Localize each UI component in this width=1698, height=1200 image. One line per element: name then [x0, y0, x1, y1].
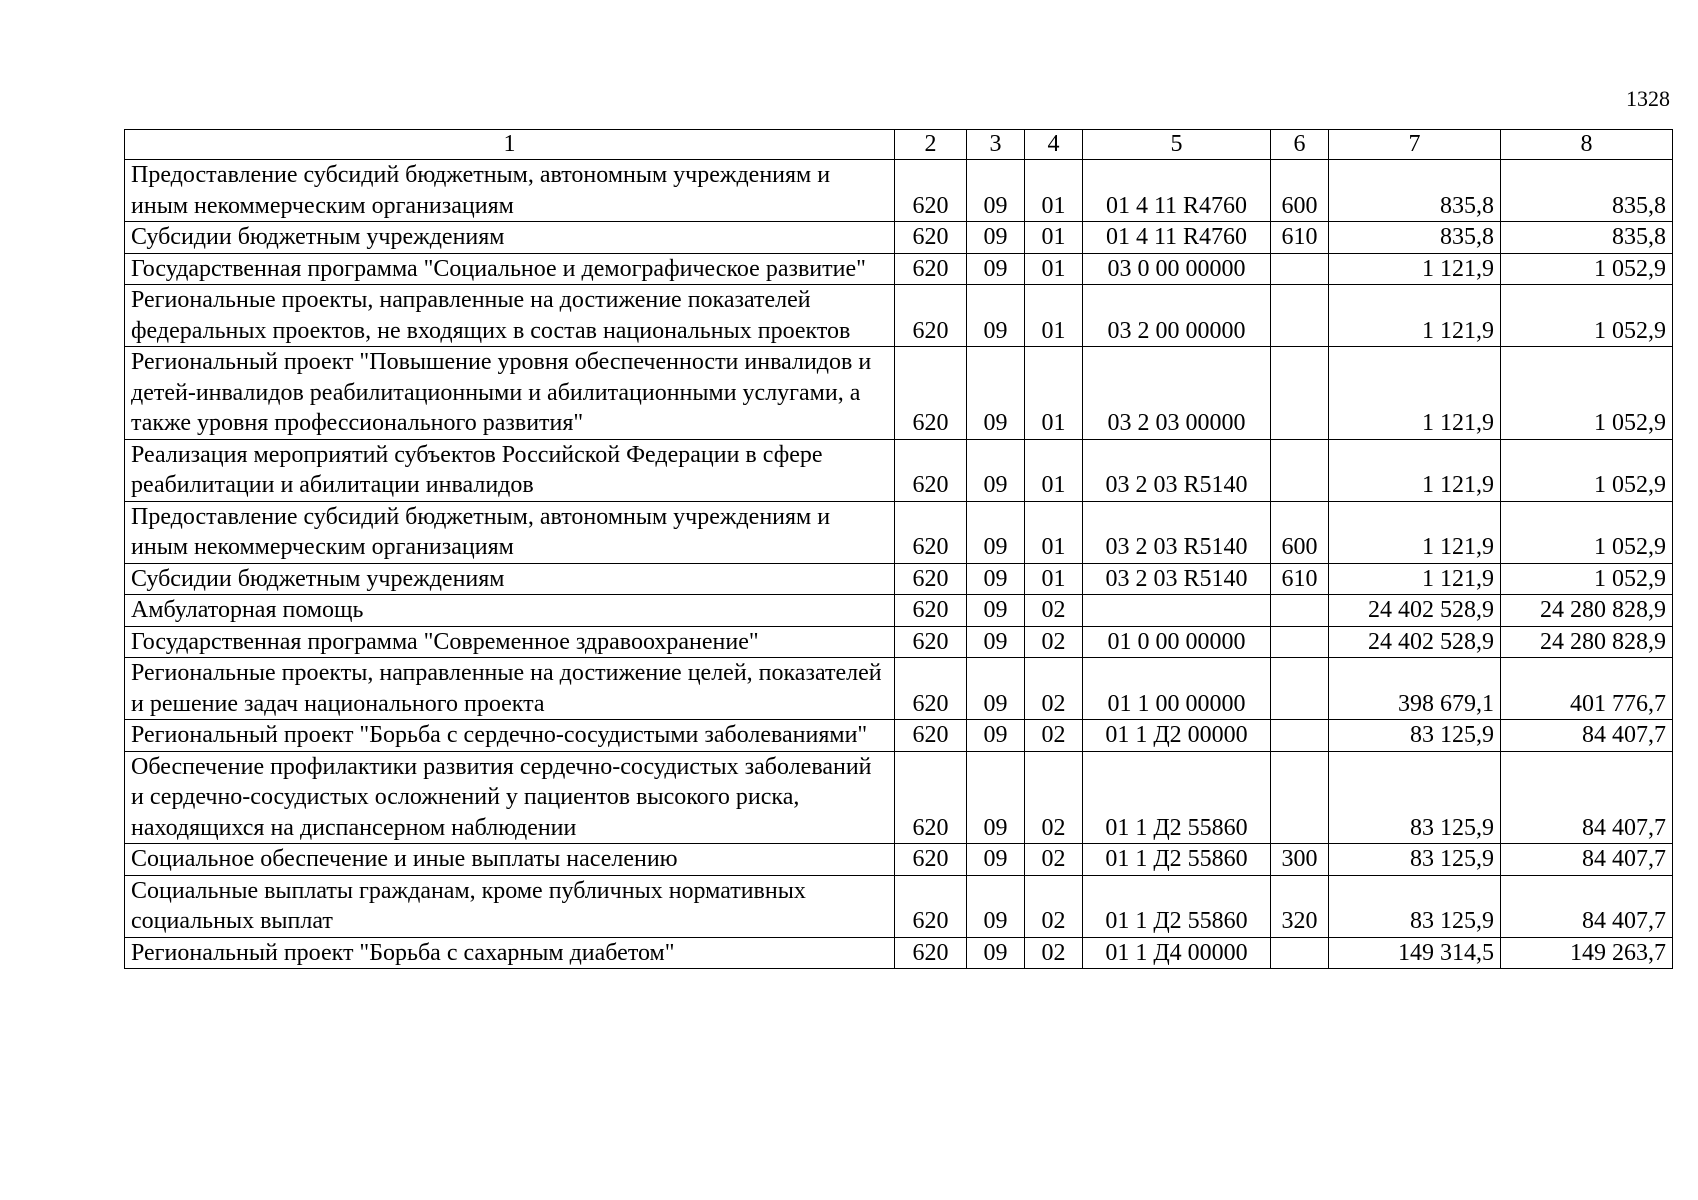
target-article-cell: 03 0 00 00000 — [1083, 253, 1271, 285]
subsection-code-cell: 01 — [1025, 501, 1083, 563]
amount-year1-cell: 835,8 — [1329, 160, 1501, 222]
subsection-code-cell: 02 — [1025, 595, 1083, 627]
amount-year2-cell: 1 052,9 — [1501, 253, 1673, 285]
ministry-code-cell: 620 — [895, 626, 967, 658]
header-cell: 4 — [1025, 130, 1083, 160]
amount-year2-cell: 835,8 — [1501, 160, 1673, 222]
section-code-cell: 09 — [967, 563, 1025, 595]
row-name-cell: Реализация мероприятий субъектов Российской Федерации в сфере реабилитации и абилитации инвалидов — [125, 439, 895, 501]
header-cell: 7 — [1329, 130, 1501, 160]
section-code-cell: 09 — [967, 347, 1025, 440]
budget-table — [124, 129, 1673, 969]
ministry-code-cell: 620 — [895, 222, 967, 254]
table-row — [125, 285, 1673, 347]
subsection-code-cell: 02 — [1025, 937, 1083, 969]
expense-type-cell — [1271, 439, 1329, 501]
amount-year1-cell: 1 121,9 — [1329, 347, 1501, 440]
amount-year2-cell: 24 280 828,9 — [1501, 626, 1673, 658]
expense-type-cell: 600 — [1271, 501, 1329, 563]
target-article-cell — [1083, 595, 1271, 627]
table-row — [125, 347, 1673, 440]
header-row — [125, 130, 1673, 160]
amount-year1-cell: 1 121,9 — [1329, 439, 1501, 501]
row-name-cell: Региональные проекты, направленные на достижение целей, показателей и решение задач национального проекта — [125, 658, 895, 720]
table-row — [125, 439, 1673, 501]
target-article-cell: 01 1 Д2 55860 — [1083, 844, 1271, 876]
subsection-code-cell: 01 — [1025, 160, 1083, 222]
target-article-cell: 01 1 00 00000 — [1083, 658, 1271, 720]
section-code-cell: 09 — [967, 595, 1025, 627]
section-code-cell: 09 — [967, 937, 1025, 969]
expense-type-cell: 600 — [1271, 160, 1329, 222]
table-row — [125, 222, 1673, 254]
amount-year1-cell: 835,8 — [1329, 222, 1501, 254]
target-article-cell: 03 2 00 00000 — [1083, 285, 1271, 347]
row-name-cell: Государственная программа "Современное здравоохранение" — [125, 626, 895, 658]
amount-year1-cell: 24 402 528,9 — [1329, 626, 1501, 658]
amount-year2-cell: 1 052,9 — [1501, 347, 1673, 440]
ministry-code-cell: 620 — [895, 595, 967, 627]
subsection-code-cell: 02 — [1025, 720, 1083, 752]
expense-type-cell — [1271, 285, 1329, 347]
row-name-cell: Социальные выплаты гражданам, кроме публичных нормативных социальных выплат — [125, 875, 895, 937]
expense-type-cell: 300 — [1271, 844, 1329, 876]
amount-year2-cell: 1 052,9 — [1501, 285, 1673, 347]
subsection-code-cell: 01 — [1025, 222, 1083, 254]
amount-year2-cell: 84 407,7 — [1501, 844, 1673, 876]
amount-year2-cell: 84 407,7 — [1501, 875, 1673, 937]
subsection-code-cell: 01 — [1025, 253, 1083, 285]
row-name-cell: Предоставление субсидий бюджетным, автономным учреждениям и иным некоммерческим организациям — [125, 501, 895, 563]
row-name-cell: Региональные проекты, направленные на достижение показателей федеральных проектов, не входящих в состав национальных проектов — [125, 285, 895, 347]
target-article-cell: 01 0 00 00000 — [1083, 626, 1271, 658]
target-article-cell: 01 1 Д4 00000 — [1083, 937, 1271, 969]
ministry-code-cell: 620 — [895, 751, 967, 844]
target-article-cell: 01 1 Д2 55860 — [1083, 875, 1271, 937]
section-code-cell: 09 — [967, 626, 1025, 658]
amount-year2-cell: 84 407,7 — [1501, 751, 1673, 844]
ministry-code-cell: 620 — [895, 347, 967, 440]
target-article-cell: 01 4 11 R4760 — [1083, 160, 1271, 222]
amount-year1-cell: 398 679,1 — [1329, 658, 1501, 720]
subsection-code-cell: 01 — [1025, 347, 1083, 440]
subsection-code-cell: 02 — [1025, 751, 1083, 844]
amount-year2-cell: 84 407,7 — [1501, 720, 1673, 752]
section-code-cell: 09 — [967, 658, 1025, 720]
subsection-code-cell: 01 — [1025, 285, 1083, 347]
ministry-code-cell: 620 — [895, 720, 967, 752]
target-article-cell: 01 1 Д2 55860 — [1083, 751, 1271, 844]
amount-year1-cell: 83 125,9 — [1329, 844, 1501, 876]
header-cell: 6 — [1271, 130, 1329, 160]
amount-year1-cell: 1 121,9 — [1329, 501, 1501, 563]
amount-year1-cell: 149 314,5 — [1329, 937, 1501, 969]
page-number: 1328 — [1626, 86, 1670, 111]
table-row — [125, 563, 1673, 595]
header-cell: 3 — [967, 130, 1025, 160]
expense-type-cell — [1271, 751, 1329, 844]
header-cell: 1 — [125, 130, 895, 160]
ministry-code-cell: 620 — [895, 439, 967, 501]
subsection-code-cell: 02 — [1025, 844, 1083, 876]
amount-year1-cell: 1 121,9 — [1329, 563, 1501, 595]
ministry-code-cell: 620 — [895, 937, 967, 969]
table-row — [125, 160, 1673, 222]
ministry-code-cell: 620 — [895, 658, 967, 720]
ministry-code-cell: 620 — [895, 285, 967, 347]
target-article-cell: 03 2 03 00000 — [1083, 347, 1271, 440]
table-body — [125, 130, 1673, 969]
table-row — [125, 595, 1673, 627]
row-name-cell: Предоставление субсидий бюджетным, автономным учреждениям и иным некоммерческим организациям — [125, 160, 895, 222]
table-row — [125, 501, 1673, 563]
amount-year2-cell: 835,8 — [1501, 222, 1673, 254]
expense-type-cell — [1271, 720, 1329, 752]
expense-type-cell — [1271, 626, 1329, 658]
amount-year1-cell: 83 125,9 — [1329, 751, 1501, 844]
expense-type-cell: 610 — [1271, 222, 1329, 254]
section-code-cell: 09 — [967, 844, 1025, 876]
subsection-code-cell: 02 — [1025, 626, 1083, 658]
subsection-code-cell: 01 — [1025, 439, 1083, 501]
header-cell: 2 — [895, 130, 967, 160]
section-code-cell: 09 — [967, 222, 1025, 254]
subsection-code-cell: 02 — [1025, 658, 1083, 720]
table-row — [125, 253, 1673, 285]
amount-year1-cell: 1 121,9 — [1329, 285, 1501, 347]
table-row — [125, 626, 1673, 658]
table-row — [125, 720, 1673, 752]
section-code-cell: 09 — [967, 439, 1025, 501]
target-article-cell: 03 2 03 R5140 — [1083, 439, 1271, 501]
target-article-cell: 01 1 Д2 00000 — [1083, 720, 1271, 752]
amount-year2-cell: 149 263,7 — [1501, 937, 1673, 969]
header-cell: 5 — [1083, 130, 1271, 160]
row-name-cell: Обеспечение профилактики развития сердечно-сосудистых заболеваний и сердечно-сосудистых осложнений у пациентов высокого риска, находящихся на диспансерном наблюдении — [125, 751, 895, 844]
amount-year2-cell: 1 052,9 — [1501, 563, 1673, 595]
section-code-cell: 09 — [967, 253, 1025, 285]
target-article-cell: 03 2 03 R5140 — [1083, 501, 1271, 563]
ministry-code-cell: 620 — [895, 875, 967, 937]
target-article-cell: 01 4 11 R4760 — [1083, 222, 1271, 254]
section-code-cell: 09 — [967, 875, 1025, 937]
row-name-cell: Региональный проект "Борьба с сердечно-сосудистыми заболеваниями" — [125, 720, 895, 752]
row-name-cell: Региональный проект "Повышение уровня обеспеченности инвалидов и детей-инвалидов реабилитационными и абилитационными услугами, а также уровня профессионального развития" — [125, 347, 895, 440]
section-code-cell: 09 — [967, 720, 1025, 752]
amount-year2-cell: 401 776,7 — [1501, 658, 1673, 720]
section-code-cell: 09 — [967, 751, 1025, 844]
expense-type-cell — [1271, 658, 1329, 720]
section-code-cell: 09 — [967, 285, 1025, 347]
row-name-cell: Государственная программа "Социальное и демографическое развитие" — [125, 253, 895, 285]
ministry-code-cell: 620 — [895, 563, 967, 595]
table-row — [125, 658, 1673, 720]
expense-type-cell — [1271, 937, 1329, 969]
ministry-code-cell: 620 — [895, 253, 967, 285]
amount-year1-cell: 24 402 528,9 — [1329, 595, 1501, 627]
target-article-cell: 03 2 03 R5140 — [1083, 563, 1271, 595]
amount-year1-cell: 83 125,9 — [1329, 720, 1501, 752]
amount-year2-cell: 24 280 828,9 — [1501, 595, 1673, 627]
row-name-cell: Амбулаторная помощь — [125, 595, 895, 627]
section-code-cell: 09 — [967, 501, 1025, 563]
row-name-cell: Субсидии бюджетным учреждениям — [125, 563, 895, 595]
table-row — [125, 937, 1673, 969]
row-name-cell: Субсидии бюджетным учреждениям — [125, 222, 895, 254]
ministry-code-cell: 620 — [895, 160, 967, 222]
amount-year2-cell: 1 052,9 — [1501, 501, 1673, 563]
table-row — [125, 751, 1673, 844]
subsection-code-cell: 02 — [1025, 875, 1083, 937]
expense-type-cell — [1271, 595, 1329, 627]
amount-year2-cell: 1 052,9 — [1501, 439, 1673, 501]
ministry-code-cell: 620 — [895, 501, 967, 563]
expense-type-cell: 320 — [1271, 875, 1329, 937]
amount-year1-cell: 1 121,9 — [1329, 253, 1501, 285]
row-name-cell: Региональный проект "Борьба с сахарным диабетом" — [125, 937, 895, 969]
subsection-code-cell: 01 — [1025, 563, 1083, 595]
header-cell: 8 — [1501, 130, 1673, 160]
table-row — [125, 844, 1673, 876]
amount-year1-cell: 83 125,9 — [1329, 875, 1501, 937]
row-name-cell: Социальное обеспечение и иные выплаты населению — [125, 844, 895, 876]
section-code-cell: 09 — [967, 160, 1025, 222]
expense-type-cell — [1271, 347, 1329, 440]
expense-type-cell: 610 — [1271, 563, 1329, 595]
expense-type-cell — [1271, 253, 1329, 285]
ministry-code-cell: 620 — [895, 844, 967, 876]
table-row — [125, 875, 1673, 937]
